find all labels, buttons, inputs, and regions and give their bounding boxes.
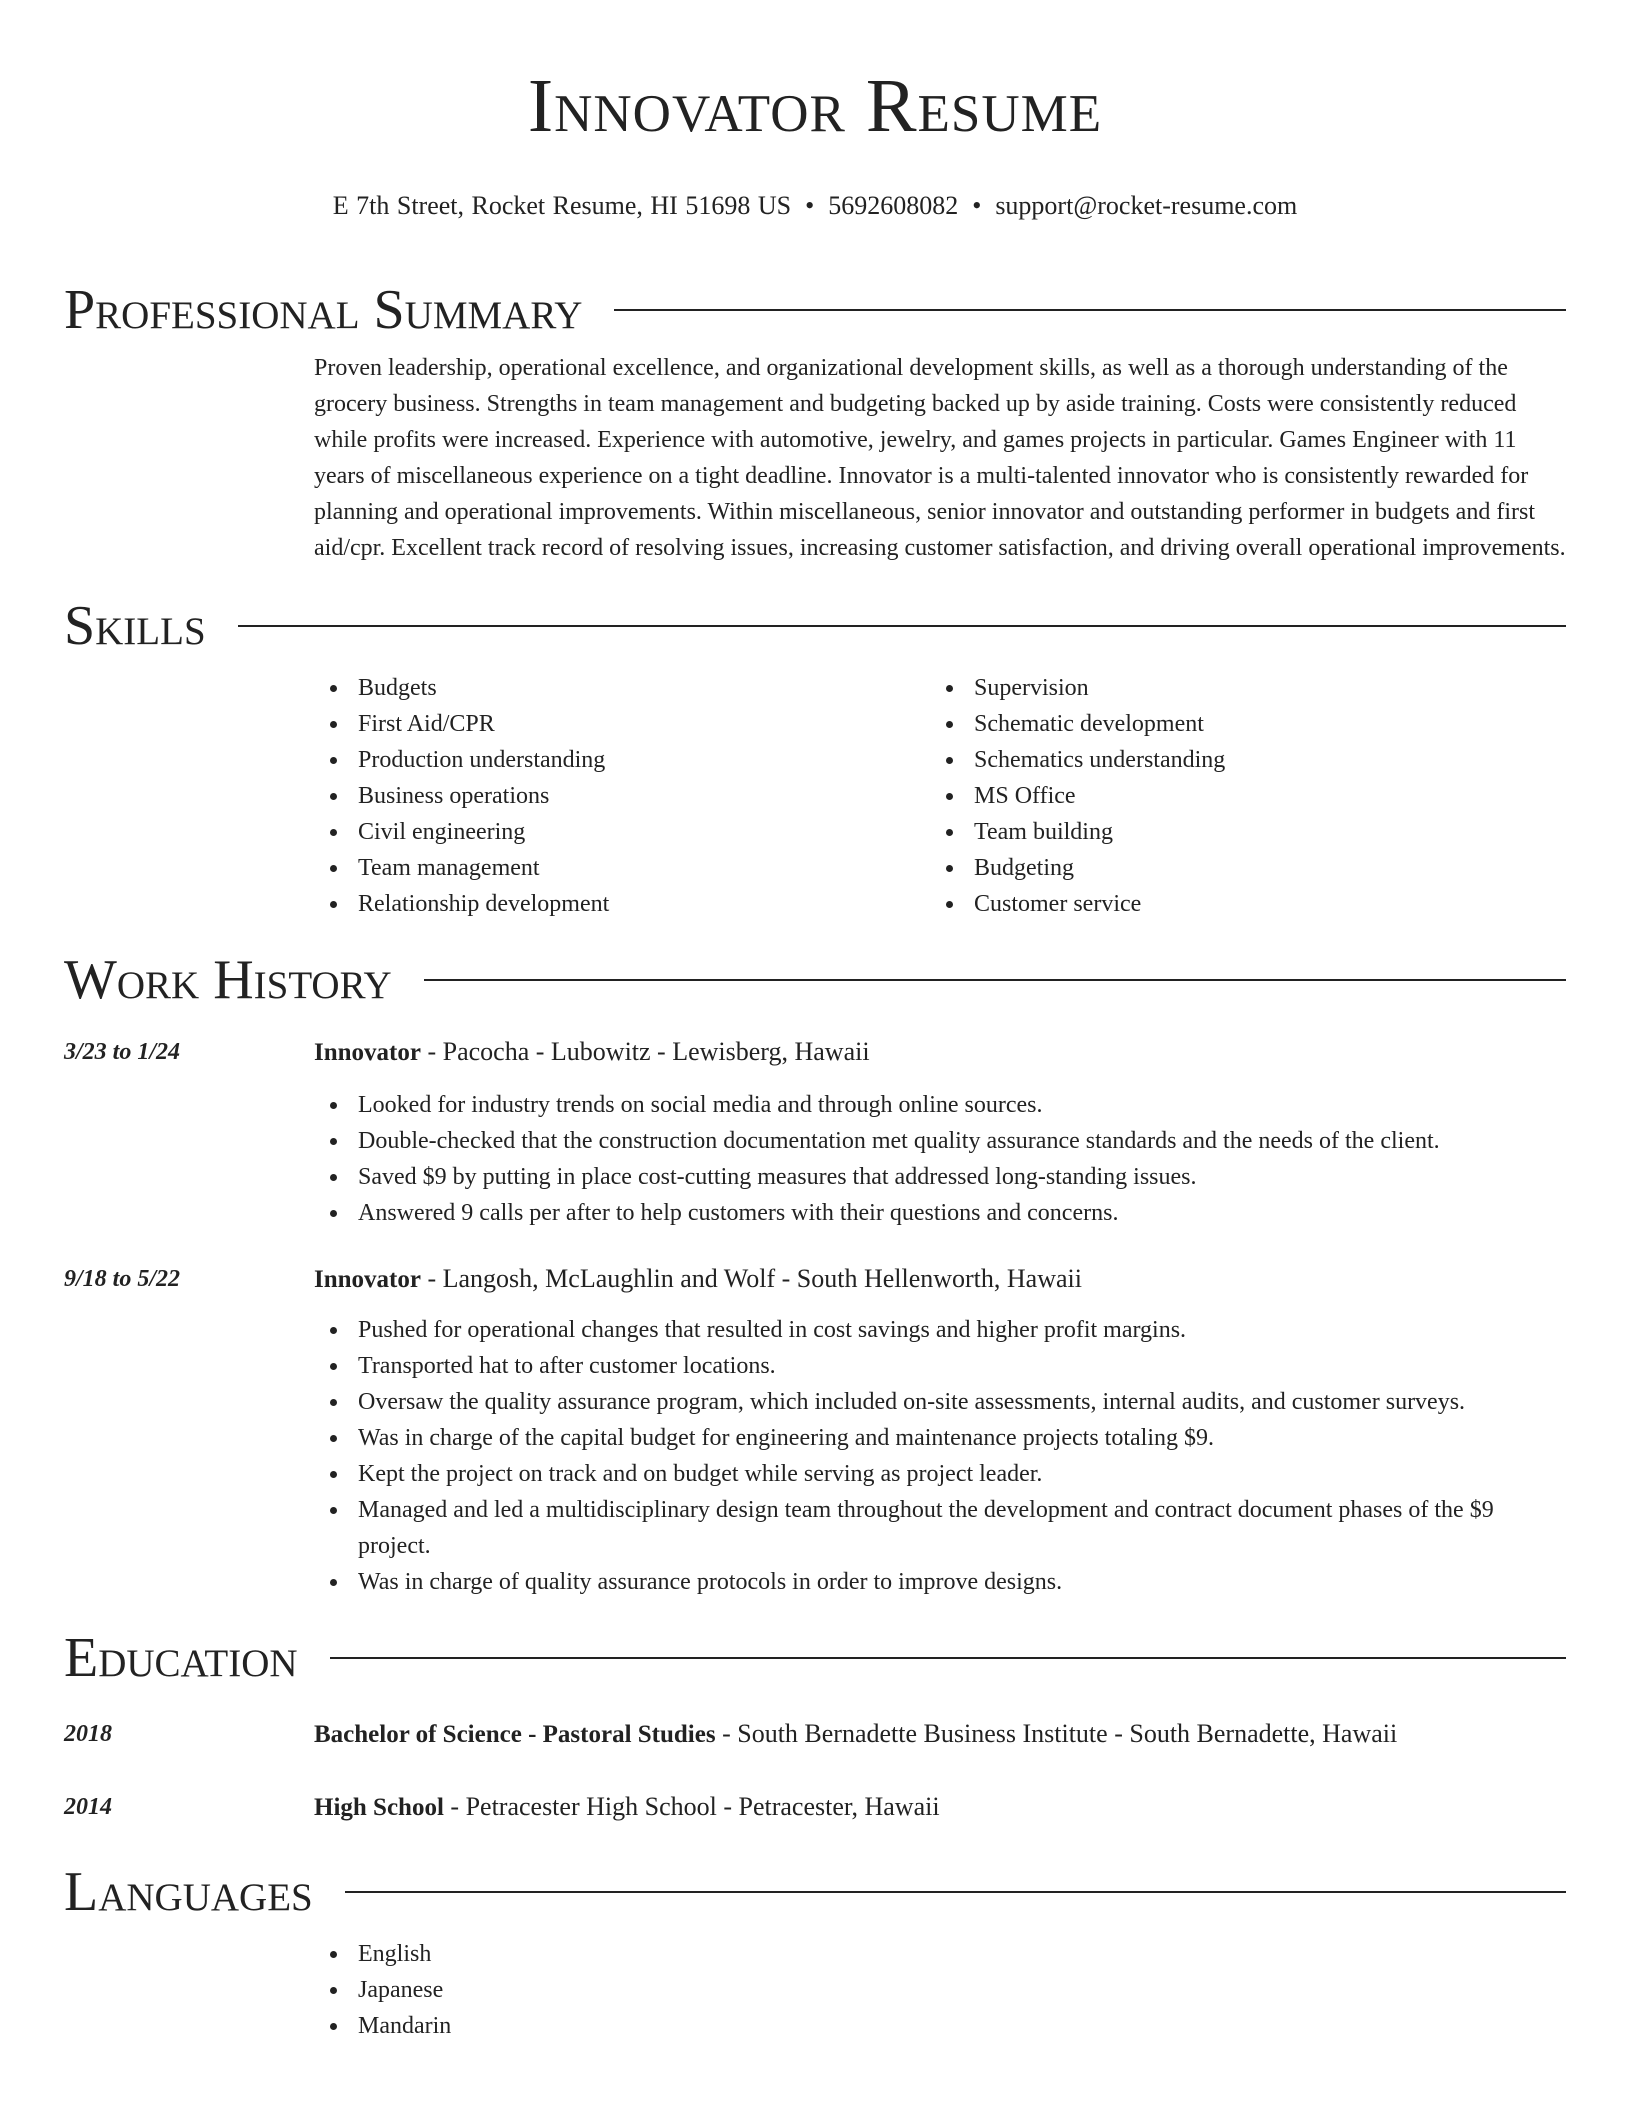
- work-section-header: [64, 948, 1566, 1012]
- work-bullet: Answered 9 calls per after to help customers with their questions and concerns.: [314, 1195, 1566, 1231]
- skill-item: Supervision: [930, 670, 1546, 706]
- contact-phone: 5692608082: [828, 191, 959, 220]
- work-bullets: [314, 1087, 1566, 1231]
- skill-item: Customer service: [930, 886, 1546, 922]
- summary-section-header: [64, 278, 1566, 342]
- contact-email: support@rocket-resume.com: [995, 191, 1298, 220]
- work-dates: 9/18 to 5/22: [64, 1266, 181, 1292]
- work-title: Work History: [64, 949, 392, 1011]
- work-bullet: Looked for industry trends on social media and through online sources.: [314, 1087, 1566, 1123]
- candidate-name: Innovator Resume: [527, 64, 1103, 148]
- skill-item: Budgeting: [930, 850, 1546, 886]
- contact-separator: •: [805, 191, 815, 220]
- summary-text: Proven leadership, operational excellence, and organizational development skills, as well as a thorough understanding of the grocery business. Strengths in team management and budgeting backed up by aside training. Costs were consistently reduced while profits were increased. Experience with automotive, jewelry, and games projects in particular. Games Engineer with 11 years of miscellaneous experience on a tight deadline. Innovator is a multi-talented innovator who is consistently rewarded for planning and operational improvements. Within miscellaneous, senior innovator and outstanding performer in budgets and first aid/cpr. Excellent track record of resolving issues, increasing customer satisfaction, and driving overall operational improvements.: [314, 355, 1566, 561]
- work-bullets: [314, 1312, 1566, 1600]
- skill-item: Budgets: [314, 670, 930, 706]
- education-year: 2018: [64, 1721, 112, 1747]
- work-bullet: Was in charge of quality assurance protocols in order to improve designs.: [314, 1564, 1566, 1600]
- section-divider: [330, 1657, 1566, 1659]
- work-dates: 3/23 to 1/24: [64, 1039, 181, 1065]
- contact-separator: •: [972, 191, 982, 220]
- education-section-header: [64, 1626, 1566, 1690]
- work-title-line: [314, 1034, 1566, 1071]
- skills-column-right: [930, 670, 1546, 922]
- work-bullet: Managed and led a multidisciplinary design team throughout the development and contract document phases of the $9 project.: [314, 1492, 1566, 1564]
- work-entry-body: [314, 1261, 1566, 1600]
- work-bullet: Saved $9 by putting in place cost-cutting measures that addressed long-standing issues.: [314, 1159, 1566, 1195]
- education-entry: [64, 1716, 1566, 1753]
- skill-item: Team management: [314, 850, 930, 886]
- job-role: Innovator: [314, 1039, 421, 1066]
- contact-line: [64, 190, 1566, 222]
- resume-header: [64, 0, 1566, 222]
- skills-column-left: [314, 670, 930, 922]
- education-title-line: [314, 1716, 1566, 1753]
- job-employer: - Langosh, McLaughlin and Wolf - South Hellenworth, Hawaii: [420, 1264, 1082, 1293]
- work-title-line: [314, 1261, 1566, 1298]
- work-bullet: Transported hat to after customer locations.: [314, 1348, 1566, 1384]
- education-degree: High School: [314, 1794, 444, 1821]
- work-entry: [64, 1261, 1566, 1600]
- work-bullet: Double-checked that the construction documentation met quality assurance standards and the needs of the client.: [314, 1123, 1566, 1159]
- skill-item: MS Office: [930, 778, 1546, 814]
- work-bullet: Oversaw the quality assurance program, which included on-site assessments, internal audits, and customer surveys.: [314, 1384, 1566, 1420]
- skill-item: Production understanding: [314, 742, 930, 778]
- job-role: Innovator: [314, 1266, 421, 1293]
- education-title: Education: [64, 1627, 298, 1689]
- languages-section-header: [64, 1860, 1566, 1924]
- languages-title: Languages: [64, 1861, 313, 1923]
- education-entry-body: [314, 1789, 1566, 1826]
- work-bullet: Pushed for operational changes that resulted in cost savings and higher profit margins.: [314, 1312, 1566, 1348]
- education-degree: Bachelor of Science - Pastoral Studies: [314, 1721, 716, 1748]
- job-employer: - Pacocha - Lubowitz - Lewisberg, Hawaii: [420, 1037, 870, 1066]
- section-divider: [345, 1891, 1566, 1893]
- work-bullet: Kept the project on track and on budget while serving as project leader.: [314, 1456, 1566, 1492]
- skill-item: Business operations: [314, 778, 930, 814]
- contact-address: E 7th Street, Rocket Resume, HI 51698 US: [332, 191, 792, 220]
- skill-item: Team building: [930, 814, 1546, 850]
- section-divider: [424, 979, 1566, 981]
- skill-item: Schematics understanding: [930, 742, 1546, 778]
- education-year: 2014: [64, 1794, 112, 1820]
- section-divider: [238, 625, 1566, 627]
- language-item: English: [314, 1936, 1566, 1972]
- section-divider: [614, 309, 1566, 311]
- skills-title: Skills: [64, 595, 206, 657]
- skill-item: Schematic development: [930, 706, 1546, 742]
- education-school: - South Bernadette Business Institute - South Bernadette, Hawaii: [715, 1719, 1398, 1748]
- work-entry-body: [314, 1034, 1566, 1231]
- work-entry: [64, 1034, 1566, 1231]
- work-bullet: Was in charge of the capital budget for engineering and maintenance projects totaling $9.: [314, 1420, 1566, 1456]
- education-title-line: [314, 1789, 1566, 1826]
- skill-item: First Aid/CPR: [314, 706, 930, 742]
- education-entry: [64, 1789, 1566, 1826]
- skill-item: Relationship development: [314, 886, 930, 922]
- language-item: Mandarin: [314, 2008, 1566, 2044]
- languages-list: [314, 1936, 1566, 2044]
- language-item: Japanese: [314, 1972, 1566, 2008]
- skills-list: [314, 670, 1566, 922]
- summary-title: Professional Summary: [64, 279, 583, 341]
- skill-item: Civil engineering: [314, 814, 930, 850]
- education-entry-body: [314, 1716, 1566, 1753]
- education-school: - Petracester High School - Petracester, Hawaii: [443, 1792, 940, 1821]
- skills-section-header: [64, 594, 1566, 658]
